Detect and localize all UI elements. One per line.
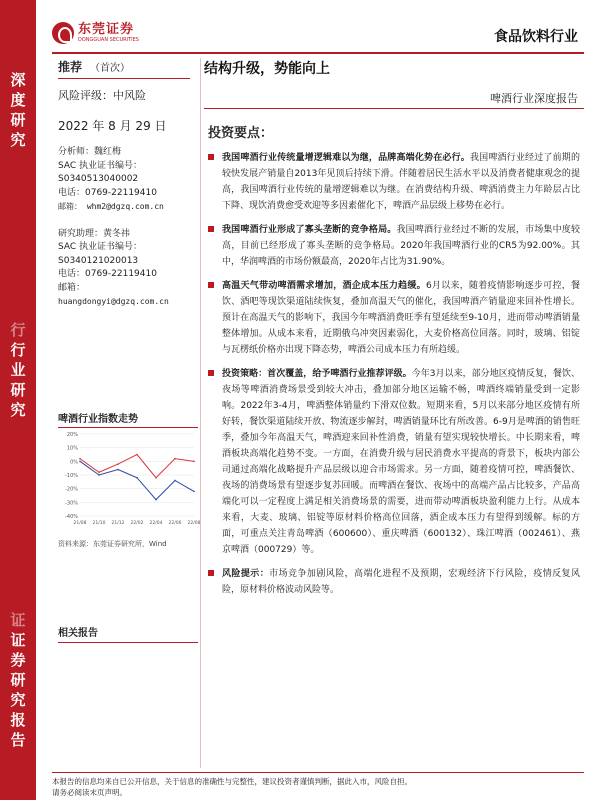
industry-title: 食品饮料行业: [494, 29, 578, 45]
logo-name-cn: 东莞证券: [78, 21, 135, 37]
analyst-sac-label: SAC 执业证书编号：: [58, 160, 143, 171]
chart-y-tick: 0%: [70, 459, 78, 466]
assistant-name: 研究助理：黄冬祎: [58, 228, 131, 239]
assistant-sac-label: SAC 执业证书编号：: [58, 242, 143, 252]
key-points: [208, 150, 580, 606]
chart-x-tick: 22/02: [130, 521, 144, 526]
chart-y-tick: -20%: [65, 486, 78, 493]
chart-point: [79, 458, 81, 460]
key-point-5: 风险提示：市场竞争加剧风险，高端化进程不及预期，宏观经济下行风险，疫情反复风险，原材料价格波动风险等。: [208, 566, 580, 598]
left-info-column: [58, 58, 190, 309]
chart-x-tick: 22/06: [168, 521, 182, 526]
assistant-email: huangdongyi@dgzq.com.cn: [58, 297, 169, 306]
assistant-sac-number: S0340121020013: [58, 255, 139, 266]
analyst-contact: [58, 146, 190, 214]
chart-x-tick: 21/08: [73, 521, 87, 526]
related-reports-heading: 相关报告: [58, 624, 198, 643]
left-sidebar: [0, 0, 36, 800]
read-notice: 请务必阅读末页声明。: [52, 788, 127, 797]
assistant-contact: [58, 228, 190, 309]
chart-y-tick: 10%: [66, 445, 78, 452]
chart-point: [98, 471, 100, 473]
report-subtitle: 结构升级，势能向上: [204, 61, 330, 77]
chart-title: 啤酒行业指数走势: [58, 410, 198, 428]
index-trend-chart: [58, 410, 201, 570]
chart-point: [136, 477, 138, 479]
risk-rating: 风险评级：中风险: [58, 89, 146, 102]
chart-plot: [58, 428, 201, 532]
sidebar-label-industry-research: 行 行 业 研 究: [10, 321, 26, 419]
key-point-1: 我国啤酒行业传统量增逻辑难以为继，品牌高端化势在必行。我国啤酒行业经过了前期的较快发展产销量自2013年见顶后持续下滑。伴随着居民生活水平以及消费者健康观念的提高，我国啤酒行业传统的量增逻辑难以为继。在消费结构升级、啤酒消费主力年龄层占比下降、现饮消费愈受欢迎等多因素催化下，啤酒产品层级上移势在必行。: [208, 150, 580, 214]
chart-point: [193, 461, 195, 463]
main-column: [204, 58, 584, 595]
sidebar-label-securities-report: 证 证 券 研 究 报 告: [10, 611, 26, 749]
chart-x-tick: 21/12: [111, 521, 125, 526]
analyst-name: 分析师：魏红梅: [58, 147, 122, 157]
key-point-2: 我国啤酒行业形成了寡头垄断的竞争格局。我国啤酒行业经过不断的发展，市场集中度较高，目前已经形成了寡头垄断的竞争格局。2020年我国啤酒行业的CR5为92.00%。其中，华润啤酒的市场份额最高，2020年占比为31.90%。: [208, 222, 580, 270]
chart-point: [117, 469, 119, 471]
chart-y-tick: -30%: [65, 500, 78, 507]
rating-note: （首次）: [90, 63, 131, 74]
chart-series-line-2: [80, 461, 194, 499]
disclaimer: 本报告的信息均来自已公开信息，关于信息的准确性与完整性，建议投资者谨慎判断，据此入市，风险自担。: [52, 777, 412, 786]
logo-icon: [52, 22, 74, 44]
analyst-email: 邮箱： whm2@dgzq.com.cn: [58, 202, 164, 211]
report-date: 2022 年 8 月 29 日: [58, 119, 167, 133]
chart-point: [98, 474, 100, 476]
chart-x-tick: 22/04: [149, 521, 163, 526]
section-title: 投资要点：: [208, 126, 274, 141]
analyst-sac-number: S0340513040002: [58, 174, 139, 184]
chart-point: [193, 491, 195, 493]
company-logo: [52, 22, 139, 44]
rating: [58, 58, 190, 78]
chart-point: [79, 461, 81, 463]
page-header: [52, 20, 584, 54]
assistant-email-label: 邮箱：: [58, 282, 86, 293]
report-type: 啤酒行业深度报告: [490, 92, 578, 105]
rating-value: 推荐: [58, 60, 83, 74]
chart-point: [117, 463, 119, 465]
chart-y-tick: 20%: [66, 432, 78, 438]
logo-name-en: DONGGUAN SECURITIES: [78, 36, 139, 43]
chart-point: [155, 477, 157, 479]
key-point-3: 高温天气带动啤酒需求增加，酒企成本压力趋缓。6月以来，随着疫情影响逐步可控，餐饮、酒吧等现饮渠道陆续恢复，叠加高温天气的催化，我国啤酒产销量迎来回补性增长。预计在高温天气的影响下，我国今年啤酒消费旺季有望延续至9-10月，进而带动啤酒销量整体增加。从成本来看，近期俄乌冲突因素弱化，大麦价格高位回落。同时，玻璃、铝锭与瓦楞纸价格亦出现下降态势，啤酒公司成本压力有所趋缓。: [208, 278, 580, 358]
analyst-phone: 电话：0769-22119410: [58, 187, 157, 198]
key-point-4: 投资策略：首次覆盖，给予啤酒行业推荐评级。今年3月以来，部分地区疫情反复，餐饮、夜场等啤酒消费场景受到较大冲击，叠加部分地区运输不畅，啤酒终端销量受到一定影响。2022年3-4月，啤酒整体销量约下滑双位数。短期来看，5月以来部分地区疫情有所好转，餐饮渠道陆续开放、物流逐步解封，啤酒销量环比有所改善。6-9月是啤酒的销售旺季，叠加今年高温天气，啤酒迎来回补性消费，销量有望实现较快增长。中长期来看，啤酒板块高端化趋势不变。一方面，在消费升级与居民消费水平提高的背景下，板块内部公司通过高端化战略提升产品层级以迎合市场需求。另一方面，随着疫情可控，啤酒餐饮、夜场的消费场景有望逐步复苏回暖。而啤酒在餐饮、夜场中的高端产品占比较多，产品高端化可以一定程度上满足相关消费场景的需要，进而带动啤酒板块盈利能力上行。从成本来看，大麦、玻璃、铝锭等原材料价格高位回落，酒企成本压力有望得到缓解。标的方面，可重点关注青岛啤酒（600600）、重庆啤酒（600132）、珠江啤酒（002461）、燕京啤酒（000729）等。: [208, 366, 580, 558]
chart-source: 资料来源：东莞证券研究所，Wind: [58, 540, 167, 548]
chart-y-tick: -10%: [65, 473, 78, 479]
chart-point: [136, 454, 138, 456]
chart-point: [155, 499, 157, 501]
page-footer: [52, 772, 584, 798]
chart-point: [174, 458, 176, 460]
sidebar-label-depth-research: 深 度 研 究: [10, 71, 26, 149]
chart-x-tick: 22/08: [187, 521, 201, 526]
chart-x-tick: 21/10: [92, 521, 106, 526]
assistant-phone: 电话：0769-22119410: [58, 269, 157, 279]
chart-y-tick: -40%: [65, 514, 78, 520]
chart-point: [174, 480, 176, 482]
